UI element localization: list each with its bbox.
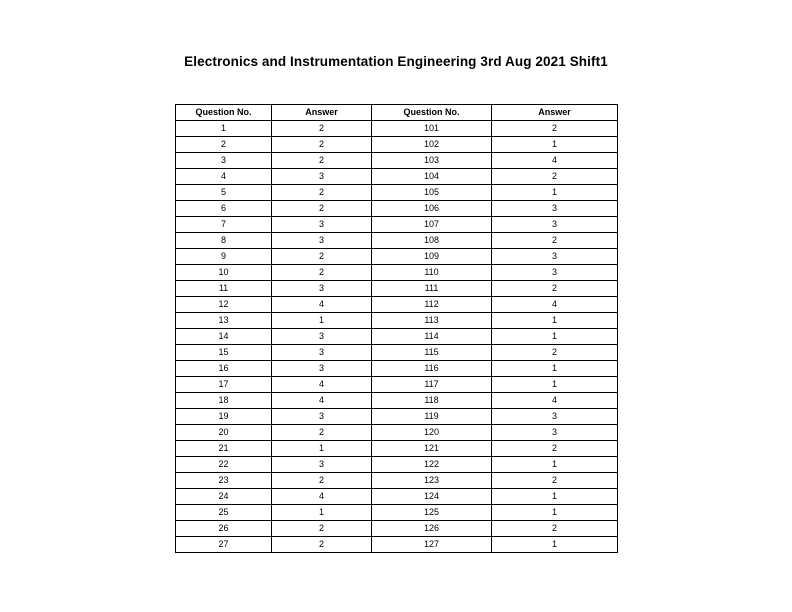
- cell-answer: 2: [492, 281, 618, 297]
- cell-question-no: 108: [372, 233, 492, 249]
- table-body: [176, 121, 618, 553]
- table-row: [176, 377, 618, 393]
- header-question-no-left: Question No.: [176, 105, 272, 121]
- cell-answer: 2: [272, 537, 372, 553]
- cell-question-no: 12: [176, 297, 272, 313]
- cell-answer: 3: [272, 457, 372, 473]
- cell-answer: 1: [492, 505, 618, 521]
- cell-question-no: 112: [372, 297, 492, 313]
- cell-answer: 2: [492, 233, 618, 249]
- table-row: [176, 153, 618, 169]
- cell-answer: 3: [272, 409, 372, 425]
- table-row: [176, 489, 618, 505]
- cell-answer: 1: [492, 537, 618, 553]
- table-row: [176, 169, 618, 185]
- table-row: [176, 521, 618, 537]
- cell-question-no: 101: [372, 121, 492, 137]
- cell-answer: 3: [492, 409, 618, 425]
- table-row: [176, 329, 618, 345]
- cell-question-no: 16: [176, 361, 272, 377]
- table-row: [176, 249, 618, 265]
- cell-question-no: 115: [372, 345, 492, 361]
- cell-question-no: 9: [176, 249, 272, 265]
- cell-answer: 4: [272, 297, 372, 313]
- cell-answer: 1: [492, 185, 618, 201]
- table-header-row: [176, 105, 618, 121]
- cell-question-no: 27: [176, 537, 272, 553]
- cell-answer: 3: [272, 281, 372, 297]
- table-row: [176, 473, 618, 489]
- cell-question-no: 3: [176, 153, 272, 169]
- cell-question-no: 110: [372, 265, 492, 281]
- cell-question-no: 10: [176, 265, 272, 281]
- cell-question-no: 2: [176, 137, 272, 153]
- header-answer-right: Answer: [492, 105, 618, 121]
- cell-question-no: 13: [176, 313, 272, 329]
- cell-question-no: 113: [372, 313, 492, 329]
- table-row: [176, 361, 618, 377]
- cell-answer: 2: [272, 185, 372, 201]
- cell-answer: 1: [492, 457, 618, 473]
- cell-question-no: 22: [176, 457, 272, 473]
- cell-question-no: 25: [176, 505, 272, 521]
- cell-question-no: 119: [372, 409, 492, 425]
- table-row: [176, 345, 618, 361]
- page-title: Electronics and Instrumentation Engineering 3rd Aug 2021 Shift1: [184, 54, 608, 69]
- table-row: [176, 297, 618, 313]
- cell-answer: 2: [272, 121, 372, 137]
- cell-question-no: 102: [372, 137, 492, 153]
- answer-key-table: [175, 104, 618, 553]
- cell-question-no: 15: [176, 345, 272, 361]
- cell-question-no: 109: [372, 249, 492, 265]
- table-row: [176, 233, 618, 249]
- cell-question-no: 1: [176, 121, 272, 137]
- cell-answer: 3: [272, 233, 372, 249]
- cell-answer: 4: [272, 377, 372, 393]
- table-row: [176, 537, 618, 553]
- cell-question-no: 17: [176, 377, 272, 393]
- cell-answer: 4: [492, 393, 618, 409]
- cell-answer: 3: [272, 361, 372, 377]
- cell-answer: 1: [492, 361, 618, 377]
- cell-question-no: 124: [372, 489, 492, 505]
- cell-question-no: 105: [372, 185, 492, 201]
- cell-question-no: 5: [176, 185, 272, 201]
- cell-answer: 3: [492, 249, 618, 265]
- cell-question-no: 120: [372, 425, 492, 441]
- table-row: [176, 505, 618, 521]
- table-row: [176, 185, 618, 201]
- cell-question-no: 6: [176, 201, 272, 217]
- table-row: [176, 281, 618, 297]
- cell-question-no: 20: [176, 425, 272, 441]
- cell-answer: 2: [492, 121, 618, 137]
- cell-question-no: 11: [176, 281, 272, 297]
- cell-question-no: 118: [372, 393, 492, 409]
- cell-answer: 3: [492, 217, 618, 233]
- cell-question-no: 116: [372, 361, 492, 377]
- cell-answer: 1: [272, 441, 372, 457]
- cell-answer: 2: [272, 137, 372, 153]
- cell-answer: 2: [492, 169, 618, 185]
- table-row: [176, 121, 618, 137]
- cell-answer: 1: [272, 313, 372, 329]
- cell-question-no: 121: [372, 441, 492, 457]
- cell-answer: 3: [272, 329, 372, 345]
- cell-answer: 2: [272, 201, 372, 217]
- cell-question-no: 4: [176, 169, 272, 185]
- cell-answer: 1: [492, 329, 618, 345]
- cell-question-no: 127: [372, 537, 492, 553]
- cell-question-no: 106: [372, 201, 492, 217]
- cell-answer: 2: [492, 345, 618, 361]
- cell-answer: 4: [272, 489, 372, 505]
- table-row: [176, 137, 618, 153]
- cell-question-no: 24: [176, 489, 272, 505]
- cell-question-no: 19: [176, 409, 272, 425]
- table-row: [176, 201, 618, 217]
- table-row: [176, 457, 618, 473]
- table-row: [176, 217, 618, 233]
- cell-answer: 1: [492, 137, 618, 153]
- cell-answer: 3: [492, 201, 618, 217]
- cell-answer: 2: [272, 265, 372, 281]
- cell-answer: 1: [492, 489, 618, 505]
- cell-question-no: 26: [176, 521, 272, 537]
- cell-answer: 1: [272, 505, 372, 521]
- cell-question-no: 122: [372, 457, 492, 473]
- cell-answer: 3: [272, 169, 372, 185]
- cell-question-no: 7: [176, 217, 272, 233]
- cell-answer: 2: [492, 473, 618, 489]
- cell-question-no: 125: [372, 505, 492, 521]
- cell-answer: 4: [272, 393, 372, 409]
- table-row: [176, 393, 618, 409]
- cell-question-no: 114: [372, 329, 492, 345]
- cell-question-no: 107: [372, 217, 492, 233]
- cell-answer: 2: [492, 441, 618, 457]
- cell-question-no: 123: [372, 473, 492, 489]
- cell-question-no: 21: [176, 441, 272, 457]
- cell-question-no: 18: [176, 393, 272, 409]
- cell-question-no: 117: [372, 377, 492, 393]
- cell-answer: 3: [492, 425, 618, 441]
- cell-question-no: 104: [372, 169, 492, 185]
- table-row: [176, 409, 618, 425]
- table-row: [176, 313, 618, 329]
- table-row: [176, 441, 618, 457]
- header-answer-left: Answer: [272, 105, 372, 121]
- cell-answer: 2: [272, 425, 372, 441]
- cell-answer: 2: [272, 521, 372, 537]
- cell-answer: 4: [492, 153, 618, 169]
- cell-answer: 3: [492, 265, 618, 281]
- cell-question-no: 126: [372, 521, 492, 537]
- cell-answer: 2: [492, 521, 618, 537]
- cell-answer: 1: [492, 377, 618, 393]
- cell-question-no: 111: [372, 281, 492, 297]
- cell-answer: 3: [272, 217, 372, 233]
- cell-answer: 2: [272, 249, 372, 265]
- cell-question-no: 14: [176, 329, 272, 345]
- cell-answer: 4: [492, 297, 618, 313]
- header-question-no-right: Question No.: [372, 105, 492, 121]
- cell-answer: 2: [272, 153, 372, 169]
- cell-question-no: 103: [372, 153, 492, 169]
- table-row: [176, 425, 618, 441]
- table-row: [176, 265, 618, 281]
- cell-question-no: 23: [176, 473, 272, 489]
- cell-question-no: 8: [176, 233, 272, 249]
- cell-answer: 2: [272, 473, 372, 489]
- cell-answer: 3: [272, 345, 372, 361]
- cell-answer: 1: [492, 313, 618, 329]
